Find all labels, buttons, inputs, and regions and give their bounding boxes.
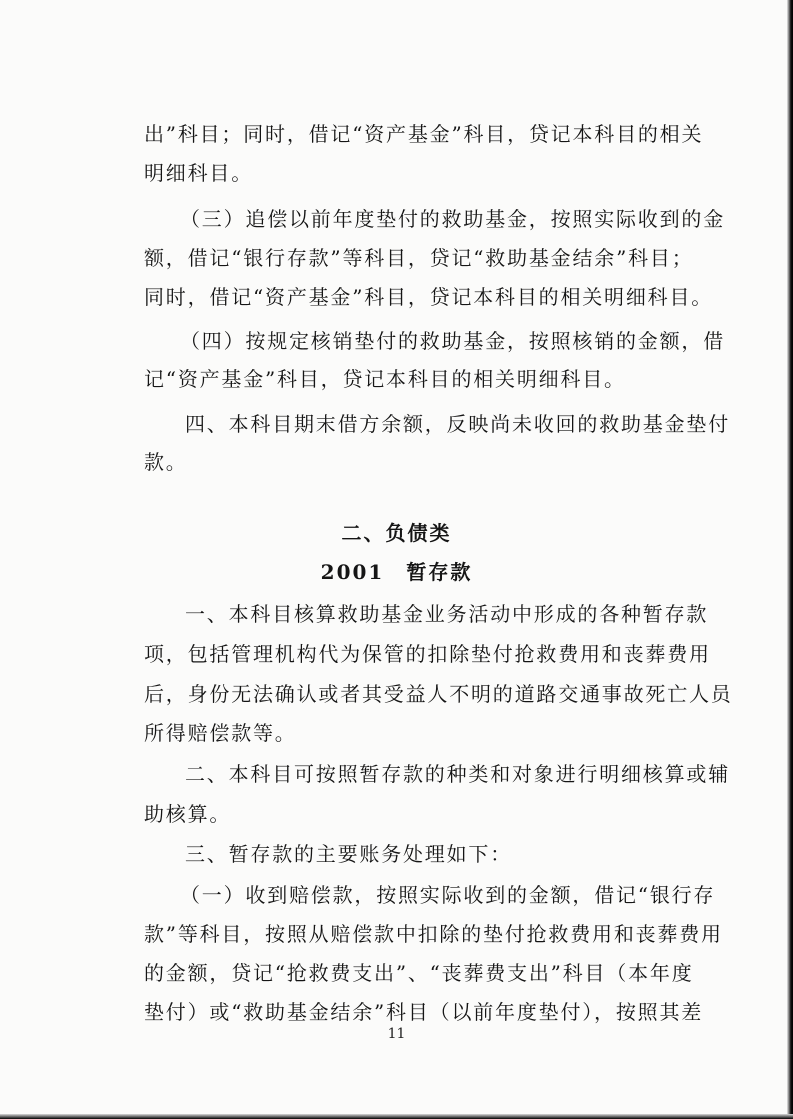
paragraph-line: （一）收到赔偿款，按照实际收到的金额，借记“银行存 [180, 883, 716, 907]
paragraph-line: 同时，借记“资产基金”科目，贷记本科目的相关明细科目。 [144, 285, 714, 309]
paragraph-line: 额，借记“银行存款”等科目，贷记“救助基金结余”科目； [144, 246, 694, 270]
paragraph-line: 款。 [144, 450, 188, 474]
paragraph-line: 的金额，贷记“抢救费支出”、“丧葬费支出”科目（本年度 [144, 961, 694, 985]
paragraph-line: 明细科目。 [144, 161, 253, 185]
paragraph-line: （四）按规定核销垫付的救助基金，按照核销的金额，借 [180, 329, 725, 353]
paragraph-line: 项，包括管理机构代为保管的扣除垫付抢救费用和丧葬费用 [144, 642, 711, 666]
account-heading: 2001 暂存款 [320, 560, 473, 584]
paragraph-line: 助核算。 [144, 802, 232, 826]
paragraph-line: 三、暂存款的主要账务处理如下： [185, 842, 512, 866]
paragraph-line: 出”科目；同时，借记“资产基金”科目，贷记本科目的相关 [144, 122, 704, 146]
paragraph-line: 垫付）或“救助基金结余”科目（以前年度垫付），按照其差 [144, 1000, 704, 1024]
paragraph-line: （三）追偿以前年度垫付的救助基金，按照实际收到的金 [180, 207, 725, 231]
paragraph-line: 二、本科目可按照暂存款的种类和对象进行明细核算或辅 [185, 762, 730, 786]
paragraph-line: 所得赔偿款等。 [144, 721, 297, 745]
paragraph-line: 记“资产基金”科目，贷记本科目的相关明细科目。 [144, 367, 626, 391]
paragraph-line: 后，身份无法确认或者其受益人不明的道路交通事故死亡人员 [144, 682, 733, 706]
paragraph-line: 款”等科目，按照从赔偿款中扣除的垫付抢救费用和丧葬费用 [144, 922, 723, 946]
section-heading: 二、负债类 [341, 521, 452, 545]
paragraph-line: 四、本科目期末借方余额，反映尚未收回的救助基金垫付 [185, 412, 730, 436]
scan-bottom-edge [0, 1114, 793, 1119]
page-number: 11 [387, 1026, 406, 1042]
paragraph-line: 一、本科目核算救助基金业务活动中形成的各种暂存款 [185, 602, 709, 626]
